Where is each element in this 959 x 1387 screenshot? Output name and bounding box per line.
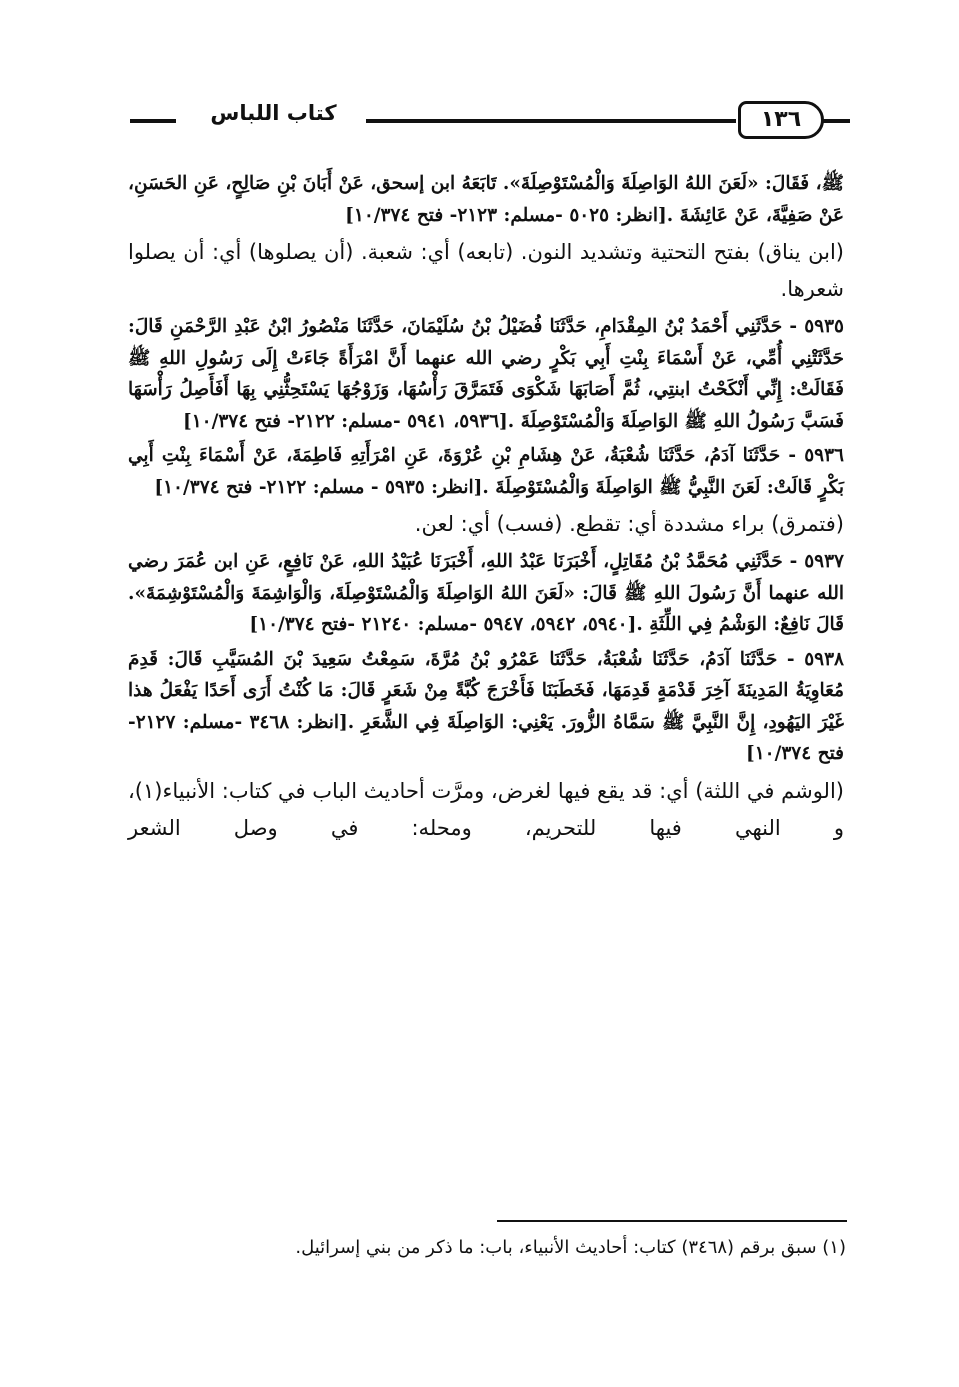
hadith-5938: ٥٩٣٨ - حَدَّثَنَا آدَمُ، حَدَّثَنَا شُعْبَةُ، حَدَّثَنَا عَمْرُو بْنُ مُرَّةَ، سَمِعْتُ سَعِيدَ بْنَ المُسَيَّبِ قَالَ: قَدِمَ مُعَاوِيَةُ المَدِينَةَ آخِرَ قَدْمَةٍ قَدِمَهَا، فَخَطَبَنَا فَأَخْرَجَ كُبَّةً مِنْ شَعَرٍ قَالَ: مَا كُنْتُ أَرَى أَحَدًا يَفْعَلُ هذا غَيْرَ اليَهُودِ، إِنَّ النَّبِيَّ ﷺ سَمَّاهُ الزُّورَ. يَعْنِي: الوَاصِلَةَ فِي الشَّعَرِ .[انظر: ٣٤٦٨ -مسلم: ٢١٢٧- فتح ١٠/٣٧٤] [128, 648, 844, 764]
commentary-paragraph: (ابن يناق) بفتح التحتية وتشديد النون. (تابعه) أي: شعبة. (أن يصلوها) أي: أن يصلوا شعرها. [128, 240, 844, 301]
commentary-paragraph: (الوشم في اللثة) أي: قد يقع فيها لغرض، ومرَّت أحاديث الباب في كتاب: الأنبياء(١)، و النهي فيها للتحريم، ومحله: في وصل الشعر [128, 778, 844, 840]
chapter-title: كتاب اللباس [210, 101, 337, 125]
header-rule-right [822, 119, 850, 123]
footnote-separator [497, 1220, 847, 1222]
commentary-paragraph: (فتمرق) براء مشددة أي: تقطع. (فسب) أي: لعن. [414, 512, 844, 536]
hadith-5936: ٥٩٣٦ - حَدَّثَنَا آدَمُ، حَدَّثَنَا شُعْبَةُ، عَنْ هِشَامِ بْنِ عُرْوَةَ، عَنِ امْرَأَتِهِ فَاطِمَةَ، عَنْ أَسْمَاءَ بِنْتِ أَبِي بَكْرٍ قَالَتْ: لَعَنَ النَّبِيُّ ﷺ الوَاصِلَةَ وَالْمُسْتَوْصِلَةَ .[انظر: ٥٩٣٥ - مسلم: ٢١٢٢- فتح ١٠/٣٧٤] [128, 445, 844, 498]
hadith-5935: ٥٩٣٥ - حَدَّثَنِي أَحْمَدُ بْنُ المِقْدَامِ، حَدَّثَنَا فُضَيْلُ بْنُ سُلَيْمَانَ، حَدَّثَنَا مَنْصُورُ ابْنُ عَبْدِ الرَّحْمَنِ قَالَ: حَدَّثَتْنِي أُمِّي، عَنْ أَسْمَاءَ بِنْتِ أَبِي بَكْرٍ رضي الله عنهما أَنَّ امْرَأَةً جَاءَتْ إِلَى رَسُولِ اللهِ ﷺ فَقَالَتْ: إِنِّي أَنْكَحْتُ ابنتِي، ثُمَّ أَصَابَهَا شَكْوَى فَتَمَرَّقَ رَأْسُهَا، وَزَوْجُهَا يَسْتَحِثُّنِي بِهَا أَفَأَصِلُ رَأْسَهَا فَسَبَّ رَسُولُ اللهِ ﷺ الوَاصِلَةَ وَالْمُسْتَوْصِلَةَ .[٥٩٣٦، ٥٩٤١ -مسلم: ٢١٢٢- فتح ١٠/٣٧٤] [128, 316, 844, 432]
page-number: ١٣٦ [738, 101, 824, 139]
page-body [128, 168, 844, 847]
hadith-continuation: ﷺ، فَقَالَ: «لَعَنَ اللهُ الوَاصِلَةَ وَالْمُسْتَوْصِلَةَ». تَابَعَهُ ابن إسحق، عَنْ أَبَانَ بْنِ صَالِحٍ، عَنِ الحَسَنِ، عَنْ صَفِيَّةَ، عَنْ عَائِشَةَ .[انظر: ٥٠٢٥ -مسلم: ٢١٢٣- فتح ١٠/٣٧٤] [128, 173, 844, 226]
footnote: (١) سبق برقم (٣٤٦٨) كتاب: أحاديث الأنبياء، باب: ما ذكر من بني إسرائيل. [295, 1237, 846, 1258]
page-header [130, 95, 850, 155]
hadith-5937: ٥٩٣٧ - حَدَّثَنِي مُحَمَّدُ بْنُ مُقَاتِلٍ، أَخْبَرَنَا عَبْدُ اللهِ، أَخْبَرَنَا عُبَيْدُ اللهِ، عَنْ نَافِعٍ، عَنِ ابن عُمَرَ رضي الله عنهما أَنَّ رَسُولَ اللهِ ﷺ قَالَ: «لَعَنَ اللهُ الوَاصِلَةَ وَالْمُسْتَوْصِلَةَ، وَالْوَاشِمَةَ وَالْمُسْتَوْشِمَةَ». قَالَ نَافِعٌ: الوَشْمُ فِي اللِّثَةِ .[٥٩٤٠، ٥٩٤٢، ٥٩٤٧ -مسلم: ٢١٢٤٠ -فتح ١٠/٣٧٤] [128, 551, 844, 635]
header-rule-left [130, 119, 176, 123]
header-rule-middle [366, 119, 736, 123]
